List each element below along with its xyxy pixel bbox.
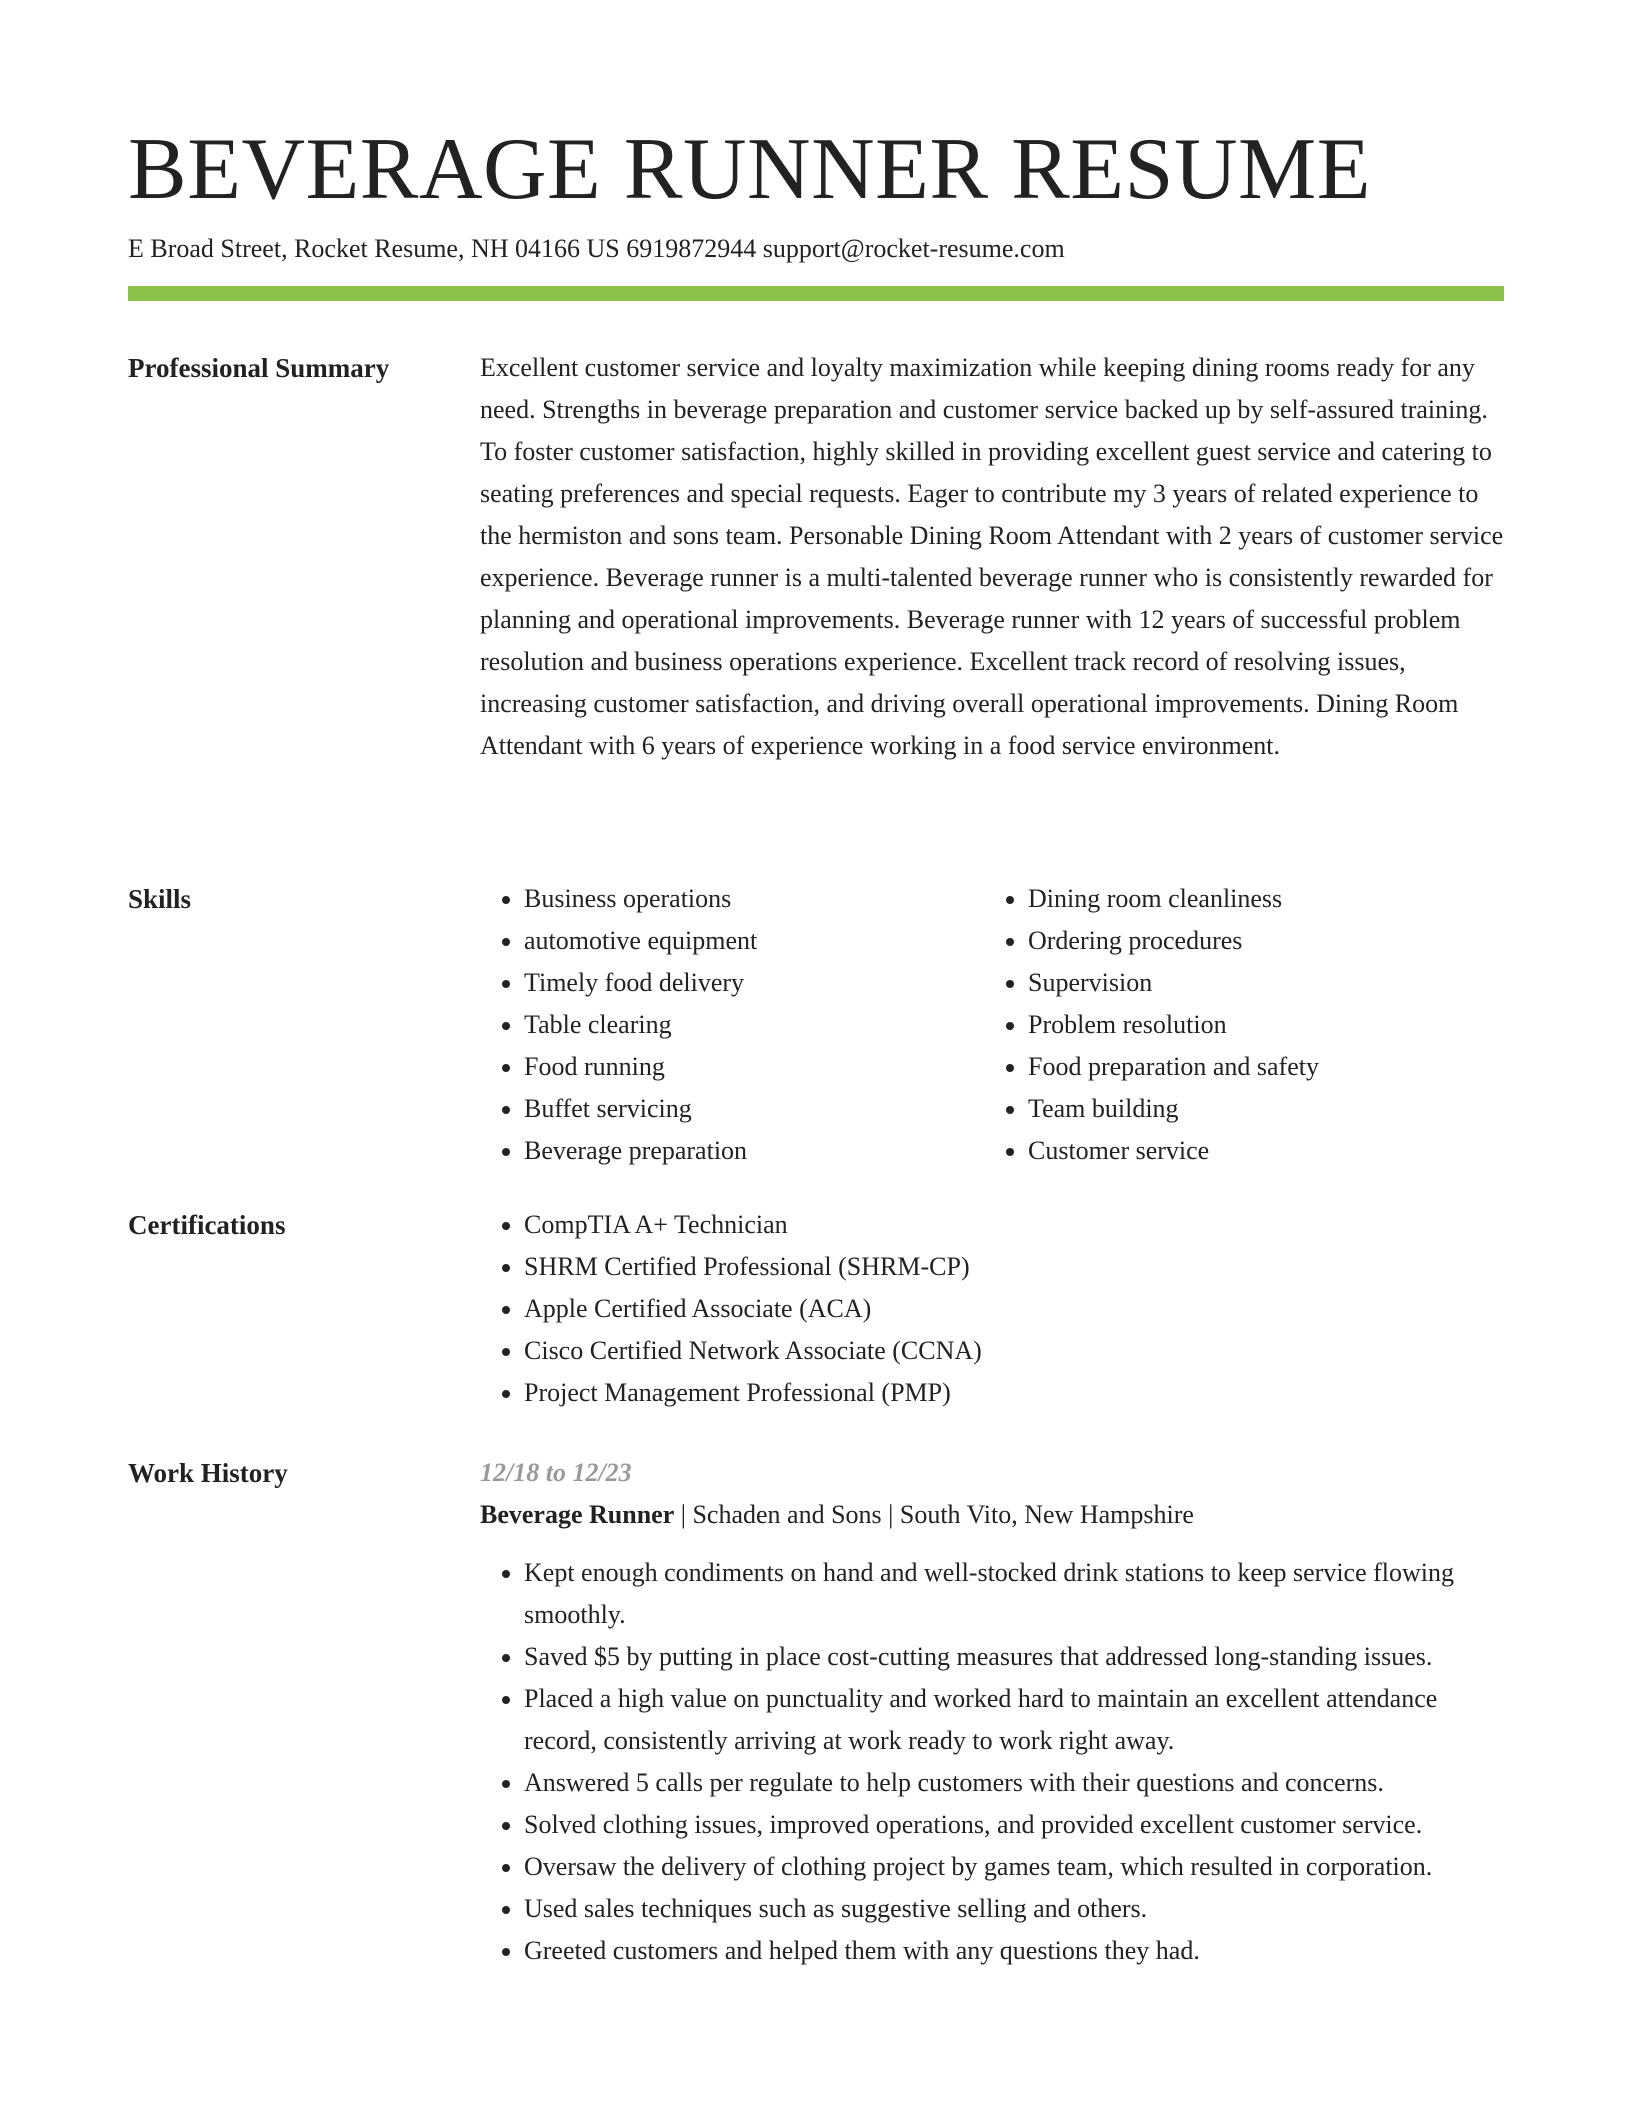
skill-item: • Buffet servicing (524, 1088, 984, 1130)
skill-item: • Customer service (1028, 1130, 1528, 1172)
certifications-list (480, 1204, 1504, 1414)
job-duty-item: • Saved $5 by putting in place cost-cutting measures that addressed long-standing issues. (524, 1636, 1504, 1678)
skills-list-right (984, 878, 1528, 1172)
summary-body (480, 347, 1504, 767)
work-history-body (480, 1452, 1504, 1972)
skill-item: • Business operations (524, 878, 984, 920)
skills-heading: Skills (128, 884, 192, 914)
job-duty-item: • Solved clothing issues, improved operations, and provided excellent customer service. (524, 1804, 1504, 1846)
skills-list-left (480, 878, 984, 1172)
summary-text: Excellent customer service and loyalty maximization while keeping dining rooms ready for any need. Strengths in beverage preparation and customer service backed up by self-assured training. To foster customer satisfaction, highly skilled in providing excellent guest service and catering to seating preferences and special requests. Eager to contribute my 3 years of related experience to the hermiston and sons team. Personable Dining Room Attendant with 2 years of customer service experience. Beverage runner is a multi-talented beverage runner who is consistently rewarded for planning and operational improvements. Beverage runner with 12 years of successful problem resolution and business operations experience. Excellent track record of resolving issues, increasing customer satisfaction, and driving overall operational improvements. Dining Room Attendant with 6 years of experience working in a food service environment. (480, 353, 1504, 760)
job-title: Beverage Runner (480, 1500, 675, 1529)
page-title: BEVERAGE RUNNER RESUME (128, 121, 1372, 218)
skill-item: • Food running (524, 1046, 984, 1088)
summary-heading: Professional Summary (128, 353, 390, 383)
job-dates: 12/18 to 12/23 (480, 1458, 632, 1487)
skill-item: • Table clearing (524, 1004, 984, 1046)
certification-item: • Apple Certified Associate (ACA) (524, 1288, 1504, 1330)
certification-item: • Cisco Certified Network Associate (CCNA) (524, 1330, 1504, 1372)
job-duty-item: • Oversaw the delivery of clothing project by games team, which resulted in corporation. (524, 1846, 1504, 1888)
skill-item: • Timely food delivery (524, 962, 984, 1004)
skills-body (480, 878, 1504, 1172)
skill-item: • Food preparation and safety (1028, 1046, 1528, 1088)
job-duties-list (480, 1552, 1504, 1972)
certifications-body (480, 1204, 1504, 1414)
header-divider (128, 286, 1504, 301)
job-details: | Schaden and Sons | South Vito, New Hampshire (674, 1500, 1194, 1529)
job-header (480, 1494, 1504, 1536)
certifications-heading: Certifications (128, 1210, 286, 1240)
job-duty-item: • Used sales techniques such as suggestive selling and others. (524, 1888, 1504, 1930)
work-history-heading: Work History (128, 1458, 288, 1488)
job-duty-item: • Kept enough condiments on hand and well-stocked drink stations to keep service flowing smoothly. (524, 1552, 1504, 1636)
skill-item: • Ordering procedures (1028, 920, 1528, 962)
job-duty-item: • Answered 5 calls per regulate to help customers with their questions and concerns. (524, 1762, 1504, 1804)
skill-item: • Team building (1028, 1088, 1528, 1130)
skill-item: • automotive equipment (524, 920, 984, 962)
skill-item: • Beverage preparation (524, 1130, 984, 1172)
job-duty-item: • Placed a high value on punctuality and worked hard to maintain an excellent attendance record, consistently arriving at work ready to work right away. (524, 1678, 1504, 1762)
certification-item: • CompTIA A+ Technician (524, 1204, 1504, 1246)
skill-item: • Problem resolution (1028, 1004, 1528, 1046)
job-duty-item: • Greeted customers and helped them with any questions they had. (524, 1930, 1504, 1972)
skill-item: • Supervision (1028, 962, 1528, 1004)
skill-item: • Dining room cleanliness (1028, 878, 1528, 920)
contact-line: E Broad Street, Rocket Resume, NH 04166 US 6919872944 support@rocket-resume.com (128, 234, 1065, 263)
certification-item: • Project Management Professional (PMP) (524, 1372, 1504, 1414)
certification-item: • SHRM Certified Professional (SHRM-CP) (524, 1246, 1504, 1288)
